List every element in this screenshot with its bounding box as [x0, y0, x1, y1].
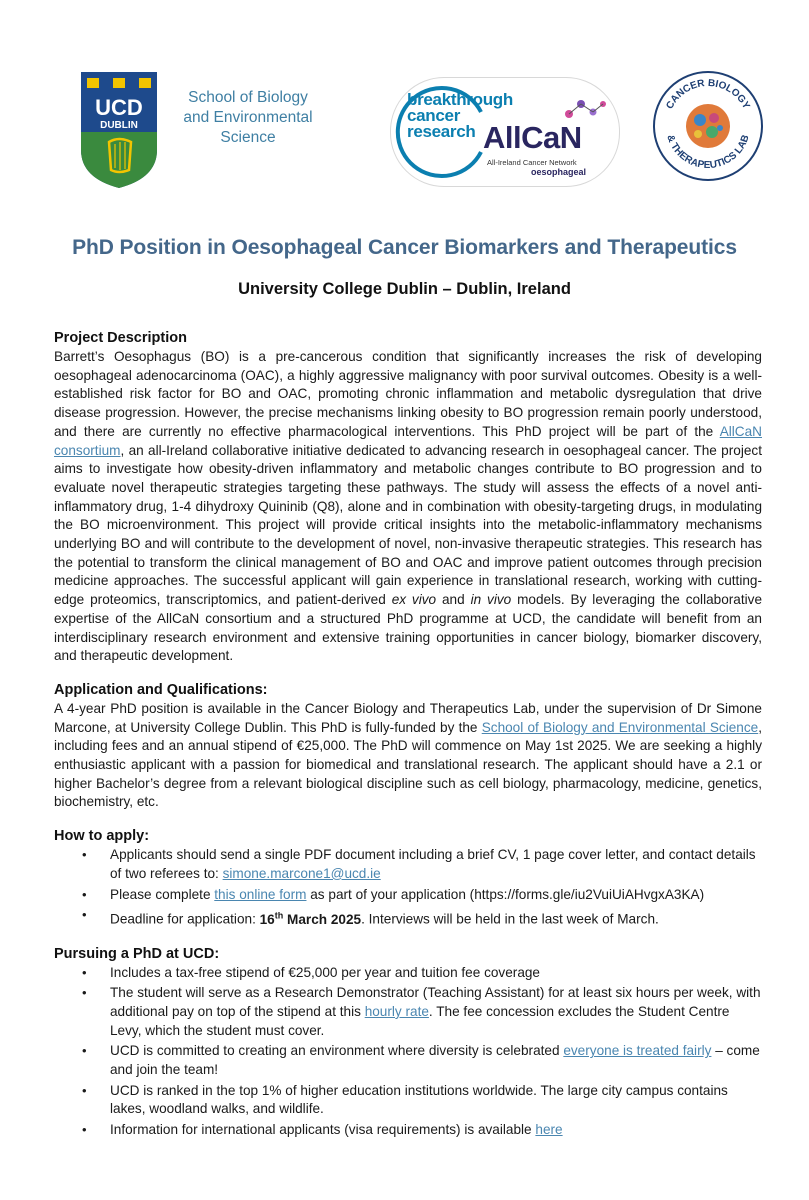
deadline-date	[260, 912, 361, 927]
deadline-label: Deadline for application:	[110, 911, 260, 927]
deadline-day: 16	[259, 911, 275, 927]
deadline-note: . Interviews will be held in the last week of March.	[361, 911, 659, 927]
bcr-line-1: breakthrough	[407, 90, 513, 109]
ex-vivo-text: ex vivo	[391, 592, 437, 608]
list-item	[54, 906, 762, 929]
page-title: PhD Position in Oesophageal Cancer Biomarkers and Therapeutics	[72, 236, 737, 259]
application-text-2: , including fees and an annual stipend of €25,000. The PhD will commence on May 1st 2025. We are seeking a highly enthusiastic applicant with a passion for biomedical and translational research. The applicant should have a 2.1 or higher Bachelor’s degree from a relevant biological discipline such as cell biology, pharmacology, medicine, genetics, biochemistry, etc.	[54, 719, 762, 810]
ucd-dublin: DUBLIN	[100, 120, 138, 131]
project-text-1: Barrett’s Oesophagus (BO) is a pre-cancerous condition that significantly increases the risk of developing oesophageal adenocarcinoma (OAC), a highly aggressive malignancy with poor survival outcomes. Obesity is a well-established risk factor for BO and OAC, promoting chronic inflammation and metabolic dysregulation that drive disease progression. However, the precise mechanisms linking obesity to BO progression remain poorly understood, and there are currently no effective pharmacological interventions. This PhD project will be part of the	[54, 349, 762, 439]
visa-info-link[interactable]: here	[535, 1122, 563, 1138]
how-to-apply-list	[54, 846, 762, 929]
pursuing-list	[54, 964, 762, 1140]
deadline-suffix: th	[274, 910, 284, 921]
list-item	[54, 1121, 762, 1140]
allcan-subtitle-2: oesophageal	[531, 167, 587, 177]
school-link[interactable]: School of Biology and Environmental Science	[481, 719, 759, 735]
page-subtitle: University College Dublin – Dublin, Ireland	[238, 280, 571, 298]
project-text-3: models. By leveraging the collaborative expertise of the AllCaN consortium and a structured PhD programme at UCD, the candidate will benefit from an interdisciplinary research environment and extensive training opportunities in cancer biology, biomarker discovery, and therapeutic development.	[54, 592, 763, 664]
lab-logo	[652, 70, 764, 187]
school-line-3: Science	[220, 129, 276, 146]
project-text-2: , an all-Ireland collaborative initiative dedicated to advancing research in oesophageal cancer. The project aims to investigate how obesity-driven inflammatory and metabolic changes contribute to BO progression and to evaluate novel therapeutic strategies targeting these pathways. The study will assess the effects of a novel anti-inflammatory drug, 1-4 dihydroxy Quininib (Q8), alone and in combination with obesity-targeting drugs, in modulating the BO microenvironment. This project will provide critical insights into the metabolic-inflammatory mechanisms underlying BO and will contribute to the development of novel, non-invasive therapeutic strategies. This research has the potential to transform the clinical management of BO and OAC and improve patient outcomes through precision medicine approaches. The successful applicant will gain experience in translational research, working with cutting-edge proteomics, transcriptomics, and patient-derived	[54, 442, 762, 608]
apply-text-2a: Please complete	[110, 886, 215, 902]
bcr-line-3: research	[407, 122, 476, 141]
pursuing-text-1: Includes a tax-free stipend of €25,000 per year and tuition fee coverage	[110, 964, 540, 980]
school-line-1: School of Biology	[188, 89, 308, 106]
ucd-letters: UCD	[95, 95, 143, 120]
ucd-logo	[79, 70, 159, 195]
allcan-subtitle: All-Ireland Cancer Network	[487, 158, 577, 167]
school-name	[168, 88, 328, 148]
header-logos	[0, 0, 809, 210]
pursuing-section	[54, 945, 762, 1140]
list-item	[54, 1082, 762, 1119]
list-item	[54, 886, 762, 905]
breakthrough-allcan-logo	[390, 77, 620, 187]
pursuing-text-3b: – come and join the team!	[110, 1043, 760, 1078]
lab-bottom-text: & THERAPEUTICS LAB	[664, 133, 752, 172]
allcan-consortium-link[interactable]: AllCaN consortium	[54, 423, 762, 458]
apply-text-2b: as part of your application (https://forms.gle/iu2VuiUiAHvgxA3KA)	[306, 886, 705, 902]
deadline-month: March 2025	[283, 911, 362, 927]
list-item	[54, 964, 762, 983]
pursuing-text-2b: . The fee concession excludes the Student Centre Levy, which the student must cover.	[110, 1003, 730, 1038]
application-section	[54, 681, 762, 812]
project-heading: Project Description	[54, 330, 187, 346]
list-item	[54, 984, 762, 1040]
main-content	[54, 329, 762, 1155]
pursuing-text-5: Information for international applicants (visa requirements) is available	[110, 1122, 536, 1138]
hourly-rate-link[interactable]: hourly rate	[364, 1003, 429, 1019]
project-section	[54, 329, 762, 666]
application-heading: Application and Qualifications:	[54, 681, 268, 698]
how-to-apply-heading: How to apply:	[54, 828, 150, 845]
email-link[interactable]: simone.marcone1@ucd.ie	[222, 865, 381, 881]
pursuing-heading: Pursuing a PhD at UCD:	[54, 945, 220, 962]
how-to-apply-section	[54, 827, 762, 929]
pursuing-text-4: UCD is ranked in the top 1% of higher education institutions worldwide. The large city campus contains lakes, woodland walks, and wildlife.	[110, 1082, 728, 1117]
list-item	[54, 1042, 762, 1079]
application-paragraph	[54, 700, 762, 812]
treated-fairly-link[interactable]: everyone is treated fairly	[563, 1043, 712, 1059]
online-form-link[interactable]: this online form	[214, 886, 307, 902]
apply-text-1: Applicants should send a single PDF document including a brief CV, 1 page cover letter, and contact details of two referees to:	[110, 847, 756, 881]
pursuing-text-2a: The student will serve as a Research Demonstrator (Teaching Assistant) for at least six hours per week, with additional pay on top of the stipend at this	[110, 985, 761, 1019]
allcan-wordmark: AllCaN	[483, 120, 582, 155]
in-vivo-text: in vivo	[470, 592, 512, 608]
and-text: and	[436, 592, 471, 608]
project-paragraph	[54, 348, 762, 666]
application-text-1: A 4-year PhD position is available in the Cancer Biology and Therapeutics Lab, under the supervision of Dr Simone Marcone, at University College Dublin. This PhD is fully-funded by the	[54, 700, 762, 735]
list-item	[54, 846, 762, 883]
bcr-line-2: cancer	[407, 106, 461, 125]
school-line-2: and Environmental	[183, 109, 313, 126]
lab-top-text: CANCER BIOLOGY	[664, 77, 752, 112]
pursuing-text-3a: UCD is committed to creating an environment where diversity is celebrated	[110, 1043, 564, 1059]
